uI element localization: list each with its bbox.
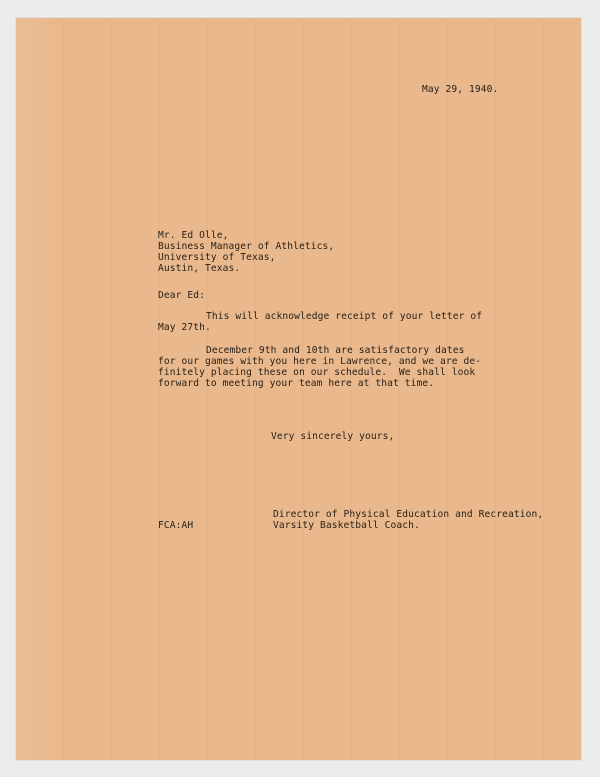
letter-page bbox=[16, 18, 581, 760]
recipient-title: Business Manager of Athletics, bbox=[158, 241, 335, 252]
complimentary-closing: Very sincerely yours, bbox=[271, 431, 395, 442]
recipient-name: Mr. Ed Olle, bbox=[158, 230, 229, 241]
signature-title-line-1: Director of Physical Education and Recreation, bbox=[273, 509, 544, 520]
paragraph-2-line-1: December 9th and 10th are satisfactory dates bbox=[206, 345, 465, 356]
salutation: Dear Ed: bbox=[158, 290, 206, 301]
paragraph-2-line-3: finitely placing these on our schedule. We shall look bbox=[158, 367, 476, 378]
paragraph-2-line-4: forward to meeting your team here at that time. bbox=[158, 378, 435, 389]
paragraph-1-line-2: May 27th. bbox=[158, 322, 211, 333]
letter-date: May 29, 1940. bbox=[422, 84, 499, 95]
recipient-city: Austin, Texas. bbox=[158, 263, 241, 274]
paragraph-1-line-1: This will acknowledge receipt of your letter of bbox=[206, 311, 483, 322]
signature-title-line-2: Varsity Basketball Coach. bbox=[273, 520, 420, 531]
recipient-organization: University of Texas, bbox=[158, 252, 276, 263]
paragraph-2-line-2: for our games with you here in Lawrence, and we are de- bbox=[158, 356, 482, 367]
typist-initials: FCA:AH bbox=[158, 520, 194, 531]
